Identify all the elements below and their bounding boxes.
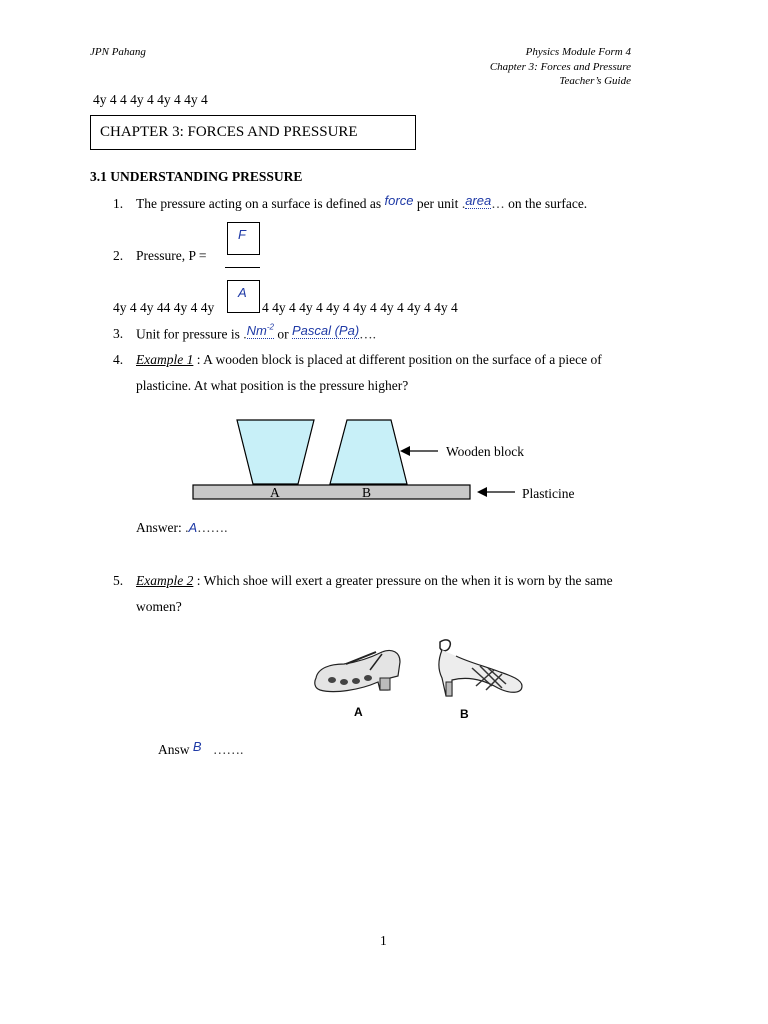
chapter-title: CHAPTER 3: FORCES AND PRESSURE: [100, 124, 358, 140]
answer-1-dots: …….: [197, 520, 228, 535]
answer-pascal-dots: ….: [359, 326, 377, 342]
answer-nm: Nm: [246, 323, 267, 339]
label-wooden-block: Wooden block: [446, 444, 525, 459]
example-1-label: Example 1: [136, 352, 194, 367]
question-5-text-line1: : Which shoe will exert a greater pressure on the when it is worn by the same: [196, 573, 613, 588]
question-4-number: 4.: [113, 352, 124, 367]
question-5-number: 5.: [113, 573, 124, 588]
header-right-line3: Teacher’s Guide: [559, 75, 631, 87]
wooden-block-b: [330, 420, 407, 484]
heeled-sandal-illustration: [432, 636, 528, 702]
label-position-b: B: [362, 485, 372, 500]
flat-shoe-illustration: [310, 640, 410, 700]
question-4-text-line1: : A wooden block is placed at different position on the surface of a piece of: [196, 352, 602, 367]
answer-row-1: Answer: .A…….: [136, 520, 228, 535]
answer-pascal: Pascal (Pa): [291, 323, 360, 339]
answer-label-1: Answer:: [136, 520, 182, 535]
denominator-a: A: [238, 285, 247, 300]
plasticine-slab: [193, 485, 470, 499]
arrowhead-wooden-block: [400, 446, 410, 456]
question-3-text-before: Unit for pressure is: [136, 326, 240, 342]
chapter-title-box: [90, 115, 416, 150]
header-right-line2: Chapter 3: Forces and Pressure: [489, 61, 631, 73]
question-3-number: 3.: [113, 326, 124, 341]
answer-area-dots: …: [491, 196, 505, 211]
question-1-number: 1.: [113, 196, 124, 211]
answer-2-dots: …….: [212, 742, 244, 757]
stray-text-line-right: 4 4y 4 4y 4 4y 4 4y 4 4y 4 4y 4 4y 4: [262, 300, 458, 315]
header-right-line1: Physics Module Form 4: [525, 46, 631, 58]
question-1: The pressure acting on a surface is defined as force per unit .area… on the surface.: [136, 193, 588, 211]
page-number: 1: [380, 933, 387, 948]
fraction-bar: [225, 267, 260, 268]
question-1-text-mid: per unit: [416, 196, 459, 211]
question-3: Unit for pressure is $.Nm^{-2}$ or Pascal (Pa)….: [136, 323, 377, 342]
answer-force: force: [384, 193, 414, 208]
wooden-block-a: [237, 420, 314, 484]
numerator-f: F: [238, 227, 246, 242]
numerator-box: [227, 222, 260, 255]
header-left: JPN Pahang: [90, 46, 146, 58]
answer-area: area: [465, 193, 492, 208]
pressure-formula-label: Pressure, P =: [136, 248, 207, 263]
label-position-a: A: [270, 485, 280, 500]
shoe-b-label: B: [460, 707, 469, 721]
question-2-number: 2.: [113, 248, 124, 263]
question-5-line1: [136, 573, 613, 589]
example-2-label: Example 2: [136, 573, 194, 588]
stray-text-line: 4y 4 4 4y 4 4y 4 4y 4: [93, 92, 208, 107]
answer-1-value: A: [188, 520, 198, 535]
answer-nm-exponent: -2: [266, 323, 274, 332]
stray-text-line-left: 4y 4 4y 44 4y 4 4y: [113, 300, 215, 315]
shoe-a-label: A: [354, 705, 363, 719]
section-title: 3.1 UNDERSTANDING PRESSURE: [90, 169, 303, 184]
question-1-text-before: The pressure acting on a surface is defined as: [136, 196, 382, 211]
question-4-line1: [136, 352, 602, 368]
label-plasticine: Plasticine: [522, 486, 575, 501]
question-4-text-line2: plasticine. At what position is the pressure higher?: [136, 378, 409, 393]
arrowhead-plasticine: [477, 487, 487, 497]
question-5-text-line2: women?: [136, 599, 182, 614]
answer-label-2: Answ: [158, 742, 190, 757]
answer-row-2: [158, 739, 244, 758]
question-1-text-after: on the surface.: [508, 196, 588, 211]
question-3-text-mid: or: [277, 326, 289, 342]
answer-2-value: B: [192, 739, 202, 754]
denominator-box: [227, 280, 260, 313]
